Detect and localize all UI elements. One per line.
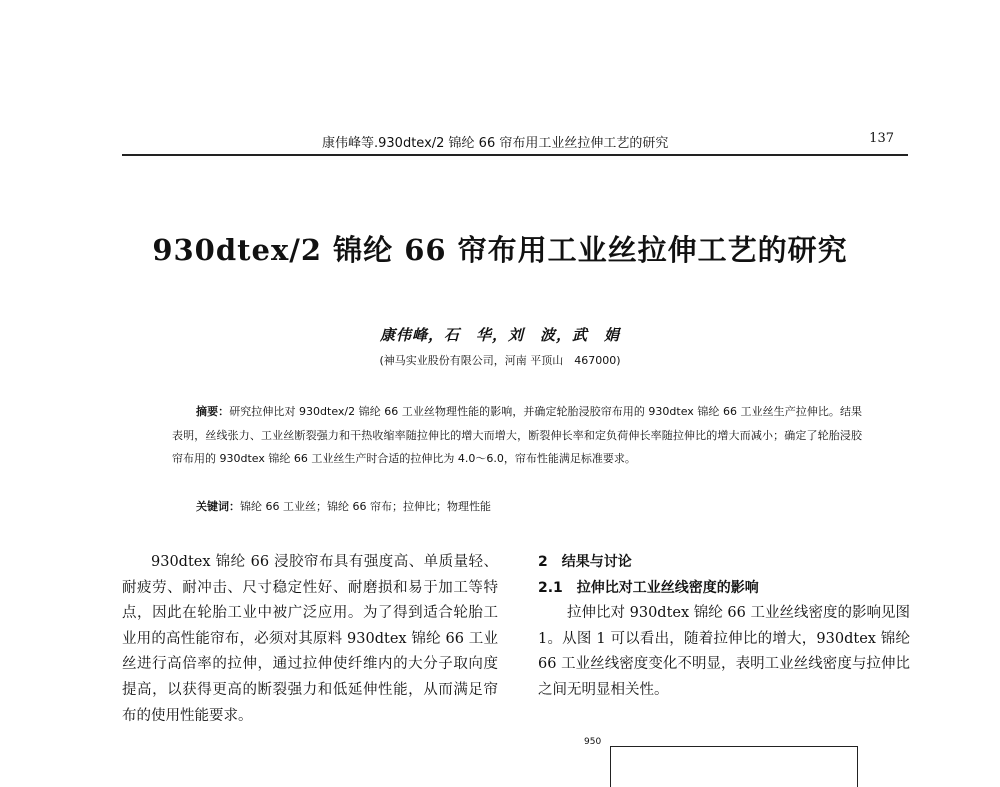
right-column xyxy=(538,550,910,704)
figure-y-tick: 950 xyxy=(584,737,602,747)
abstract-label: 摘要： xyxy=(196,405,230,418)
intro-paragraph: 930dtex 锦纶 66 浸胶帘布具有强度高、单质量轻、耐疲劳、耐冲击、尺寸稳定性好、耐磨损和易于加工等特点，因此在轮胎工业中被广泛应用。为了得到适合轮胎工业用的高性能帘布，必须对其原料 930dtex 锦纶 66 工业丝进行高倍率的拉伸，通过拉伸使纤维内的大分子取向度提高，以获得更高的断裂强力和低延伸性能，从而满足帘布的使用性能要求。 xyxy=(122,554,498,724)
section-heading: 2 结果与讨论 xyxy=(538,554,632,570)
left-column xyxy=(122,550,498,729)
keywords-label: 关键词： xyxy=(196,500,240,513)
abstract xyxy=(172,400,862,471)
paper-title: 930dtex/2 锦纶 66 帘布用工业丝拉伸工艺的研究 xyxy=(152,233,848,267)
subsection-heading: 2.1 拉伸比对工业丝线密度的影响 xyxy=(538,579,759,596)
keywords-text: 锦纶 66 工业丝；锦纶 66 帘布；拉伸比；物理性能 xyxy=(240,500,491,513)
figure-plot-frame xyxy=(610,746,858,787)
running-header xyxy=(122,128,908,156)
running-title: 康伟峰等.930dtex/2 锦纶 66 帘布用工业丝拉伸工艺的研究 xyxy=(322,136,669,151)
abstract-text: 研究拉伸比对 930dtex/2 锦纶 66 工业丝物理性能的影响，并确定轮胎浸胶帘布用的 930dtex 锦纶 66 工业丝生产拉伸比。结果表明，丝线张力、工业丝断裂强力和干热收缩率随拉伸比的增大而增大，断裂伸长率和定负荷伸长率随拉伸比的增大而减小；确定了轮胎浸胶帘布用的 930dtex 锦纶 66 工业丝生产时合适的拉伸比为 4.0～6.0，帘布性能满足标准要求。 xyxy=(172,405,863,465)
authors: 康伟峰，石 华，刘 波，武 娟 xyxy=(379,326,620,344)
keywords xyxy=(196,498,856,514)
affiliation: (神马实业股份有限公司，河南 平顶山 467000) xyxy=(379,354,621,367)
page-number: 137 xyxy=(869,131,894,146)
section-paragraph: 拉伸比对 930dtex 锦纶 66 工业丝线密度的影响见图 1。从图 1 可以看出，随着拉伸比的增大，930dtex 锦纶 66 工业丝线密度变化不明显，表明工业丝线密度与拉伸比之间无明显相关性。 xyxy=(538,605,910,698)
figure-1 xyxy=(584,737,864,772)
